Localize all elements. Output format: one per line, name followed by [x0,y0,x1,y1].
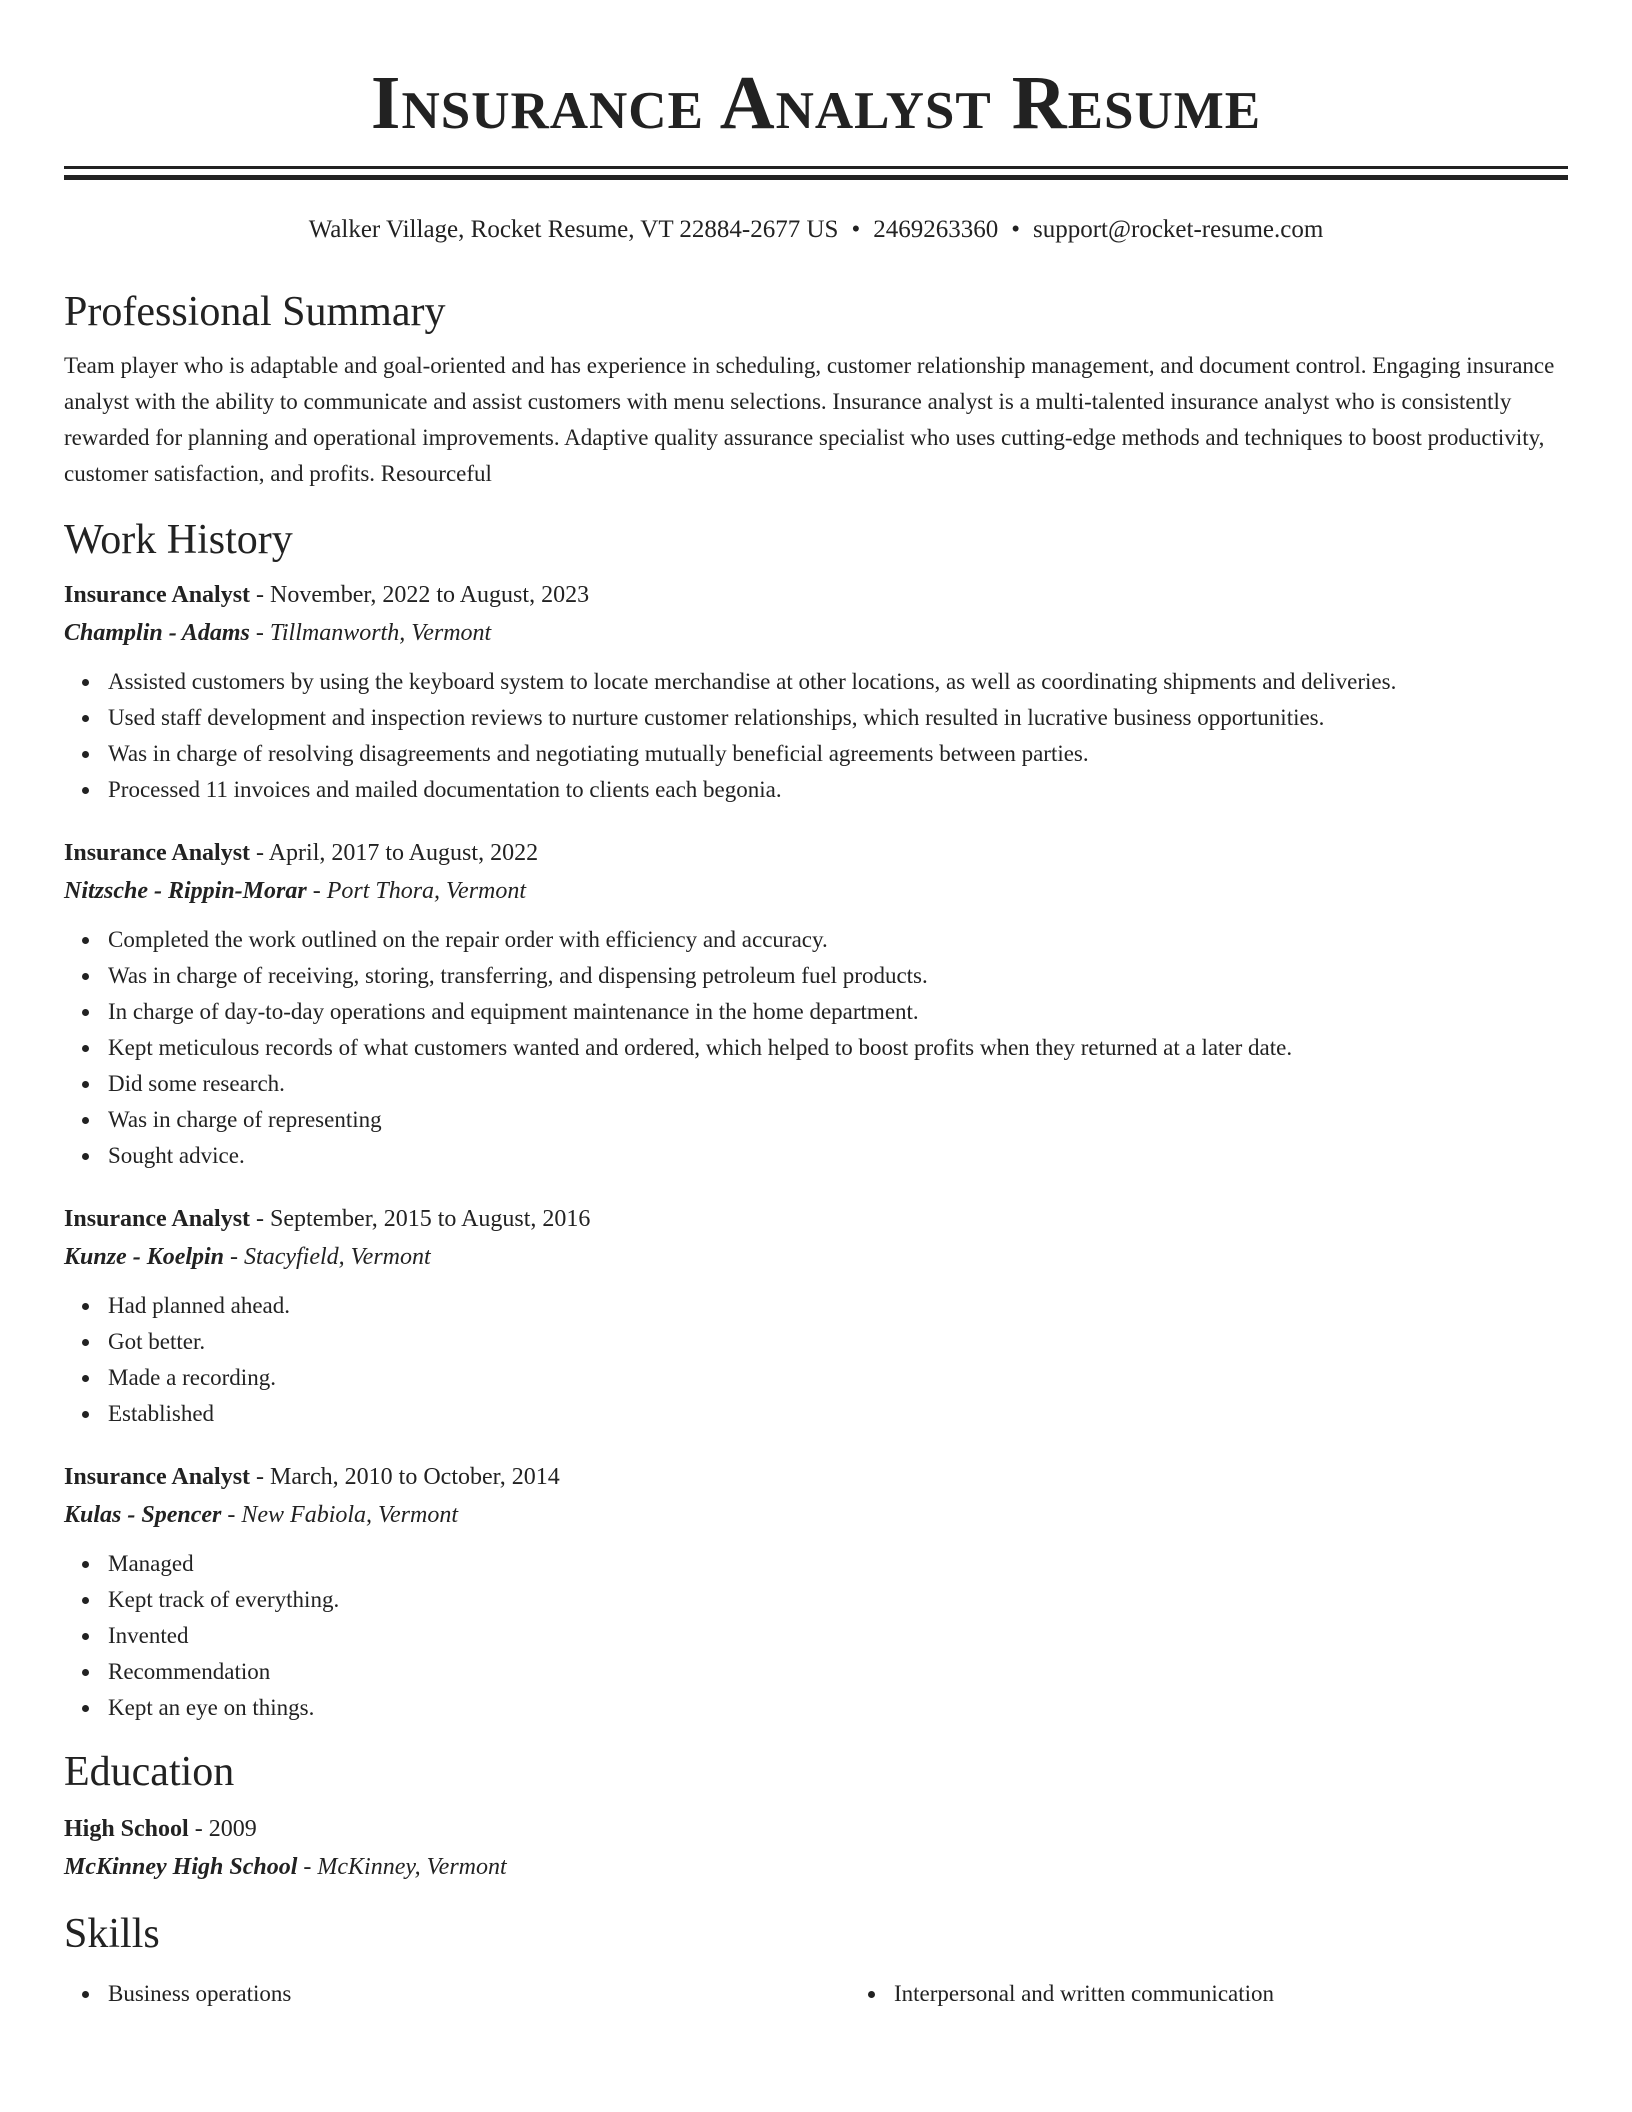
job-bullet-item: Kept meticulous records of what customers wanted and ordered, which helped to boost profits when they returned at a later date. [108,1030,1568,1066]
job-bullet-item: Had planned ahead. [108,1288,1568,1324]
job-company: Kulas - Spencer [64,1502,222,1528]
job-location: New Fabiola, Vermont [241,1502,459,1528]
job-bullet-item: Did some research. [108,1066,1568,1102]
skill-item: Business operations [108,1976,850,2012]
education-location: McKinney, Vermont [317,1854,507,1880]
job-dates: September, 2015 to August, 2016 [270,1206,591,1232]
job-dash: - [250,1464,271,1490]
job-company: Kunze - Koelpin [64,1244,225,1270]
job-title: Insurance Analyst [64,1206,251,1232]
job-entry [64,1200,1568,1432]
skill-item: Interpersonal and written communication [894,1976,1632,2012]
job-dash: - [221,1502,242,1528]
contact-separator: • [851,216,861,243]
resume-title: Insurance Analyst Resume [370,61,1262,145]
job-title-line [64,1200,1568,1238]
job-title-line [64,834,1568,872]
job-title: Insurance Analyst [64,1464,251,1490]
job-bullet-item: Used staff development and inspection reviews to nurture customer relationships, which resulted in lucrative business opportunities. [108,700,1568,736]
job-bullets [64,664,1568,808]
job-dash: - [250,840,269,866]
job-company-line [64,1496,1568,1534]
education-dash: - [188,1816,209,1842]
job-entry [64,576,1568,808]
job-company: Nitzsche - Rippin-Morar [64,878,307,904]
job-bullet-item: Managed [108,1546,1568,1582]
title-divider-bottom [64,175,1568,180]
job-entry [64,834,1568,1174]
contact-separator: • [1011,216,1020,243]
section-heading-summary: Professional Summary [64,289,446,335]
job-dash: - [249,620,270,646]
job-location: Port Thora, Vermont [326,878,527,904]
job-title: Insurance Analyst [64,840,251,866]
job-bullets [64,922,1568,1174]
job-company-line [64,1238,1568,1276]
job-bullet-item: Assisted customers by using the keyboard system to locate merchandise at other locations, as well as coordinating shipments and deliveries. [108,664,1568,700]
job-bullet-item: Was in charge of representing [108,1102,1568,1138]
contact-address: Walker Village, Rocket Resume, VT 22884-2677 US [308,216,839,243]
job-bullet-item: In charge of day-to-day operations and equipment maintenance in the home department. [108,994,1568,1030]
job-dash: - [250,582,271,608]
job-bullet-item: Established [108,1396,1568,1432]
education-year: 2009 [208,1816,257,1842]
job-dash: - [224,1244,245,1270]
education-degree-line [64,1810,1568,1848]
job-company: Champlin - Adams [64,620,250,646]
education-school-line [64,1848,1568,1886]
job-bullet-item: Kept an eye on things. [108,1690,1568,1726]
job-dates: November, 2022 to August, 2023 [270,582,590,608]
job-list [64,576,1568,1726]
education-degree: High School [64,1816,189,1842]
skills-column-right [850,1976,1632,2012]
section-heading-work-history: Work History [64,517,293,563]
contact-line [64,214,1568,246]
job-bullet-item: Was in charge of resolving disagreements and negotiating mutually beneficial agreements between parties. [108,736,1568,772]
job-bullets [64,1288,1568,1432]
job-bullet-item: Got better. [108,1324,1568,1360]
contact-email: support@rocket-resume.com [1032,216,1324,243]
job-dates: March, 2010 to October, 2014 [270,1464,560,1490]
resume-page [64,0,1568,2012]
job-bullet-item: Completed the work outlined on the repair order with efficiency and accuracy. [108,922,1568,958]
contact-phone: 2469263360 [873,216,999,243]
section-heading-skills: Skills [64,1911,160,1957]
job-title-line [64,576,1568,614]
job-bullets [64,1546,1568,1726]
job-title-line [64,1458,1568,1496]
title-divider-top [64,166,1568,169]
job-bullet-item: Recommendation [108,1654,1568,1690]
job-company-line [64,614,1568,652]
job-location: Stacyfield, Vermont [244,1244,431,1270]
education-dash: - [297,1854,318,1880]
education-school: McKinney High School [64,1854,298,1880]
job-bullet-item: Processed 11 invoices and mailed documentation to clients each begonia. [108,772,1568,808]
job-dash: - [250,1206,271,1232]
section-heading-education: Education [64,1749,235,1795]
job-bullet-item: Sought advice. [108,1138,1568,1174]
skills-grid [64,1976,1568,2012]
skills-column-left [64,1976,850,2012]
job-bullet-item: Was in charge of receiving, storing, transferring, and dispensing petroleum fuel products. [108,958,1568,994]
job-dash: - [306,878,327,904]
job-company-line [64,872,1568,910]
summary-text: Team player who is adaptable and goal-oriented and has experience in scheduling, customer relationship management, and document control. Engaging insurance analyst with the ability to communicate and assist customers with menu selections. Insurance analyst is a multi-talented insurance analyst who is consistently rewarded for planning and operational improvements. Adaptive quality assurance specialist who uses cutting-edge methods and techniques to boost productivity, customer satisfaction, and profits. Resourceful [64,353,1555,486]
job-bullet-item: Made a recording. [108,1360,1568,1396]
job-bullet-item: Kept track of everything. [108,1582,1568,1618]
job-location: Tillmanworth, Vermont [269,620,492,646]
job-title: Insurance Analyst [64,582,251,608]
job-dates: April, 2017 to August, 2022 [268,840,539,866]
job-entry [64,1458,1568,1726]
job-bullet-item: Invented [108,1618,1568,1654]
